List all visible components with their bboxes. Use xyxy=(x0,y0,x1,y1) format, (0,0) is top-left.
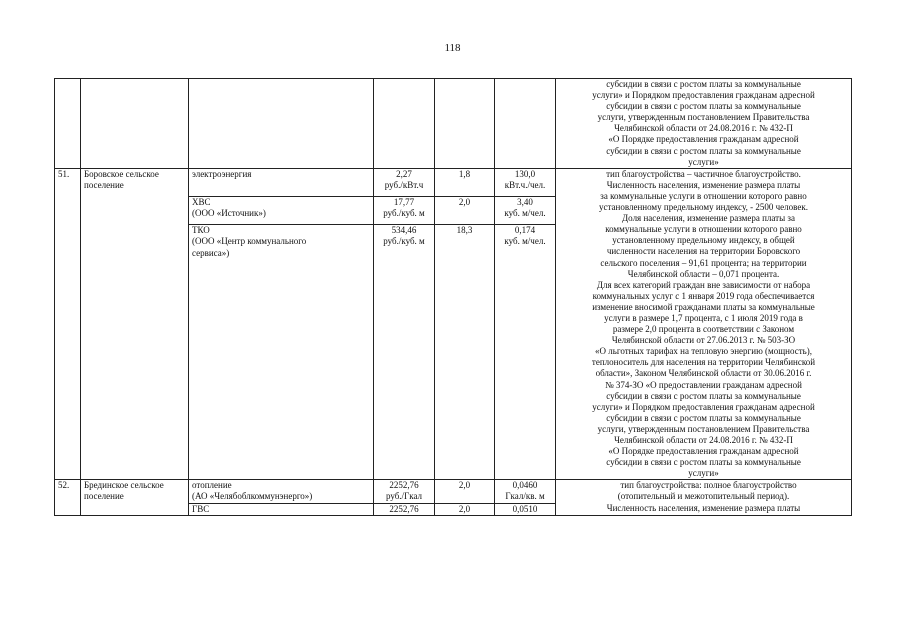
row-number: 52. xyxy=(55,480,81,515)
service-name: ХВС (ООО «Источник») xyxy=(189,197,374,225)
norm-value: 130,0 кВт.ч./чел. xyxy=(495,168,556,196)
tariff-value: 534,46 руб./куб. м xyxy=(374,225,435,480)
row-description: тип благоустройства: полное благоустройство (отопительный и межотопительный период). Численность населения, изменение размера платы xyxy=(556,480,852,515)
row-description: тип благоустройства – частичное благоустройство. Численность населения, изменение размера платы за коммунальные услуги в отношении которого равно установленному предельному индексу, - 2500 человек. Доля населения, изменение размера платы за коммунальные услуги в отношении которого равно установленному предельному индексу, в общей численности населения на территории Боровского сельского поселения – 91,61 процента; на территории Челябинской области – 0,071 процента. Для всех категорий граждан вне зависимости от набора коммунальных услуг с 1 января 2019 года обеспечивается изменение вносимой гражданами платы за коммунальные услуги в размере 1,7 процента, с 1 июля 2019 года в размере 2,0 процента в соответствии с Законом Челябинской области от 27.06.2013 г. № 503-ЗО «О льготных тарифах на тепловую энергию (мощность), теплоноситель для населения на территории Челябинской области», Законом Челябинской области от 30.06.2016 г. № 374-ЗО «О предоставлении гражданам адресной субсидии в связи с ростом платы за коммунальные услуги» и Порядком предоставления гражданам адресной субсидии в связи с ростом платы за коммунальные услуги, утвержденным постановлением Правительства Челябинской области от 24.08.2016 г. № 432-П «О Порядке предоставления гражданам адресной субсидии в связи с ростом платы за коммунальные услуги» xyxy=(556,168,852,480)
percent-value: 18,3 xyxy=(435,225,495,480)
page-number: 118 xyxy=(444,42,461,54)
norm-value: 3,40 куб. м/чел. xyxy=(495,197,556,225)
service-name: отопление (АО «Челябоблкоммунэнерго») xyxy=(189,480,374,503)
percent-value: 2,0 xyxy=(435,503,495,515)
tariff-value: 2,27 руб./кВт.ч xyxy=(374,168,435,196)
table-row-51 xyxy=(55,168,852,196)
table-row-52 xyxy=(55,480,852,503)
percent-value: 1,8 xyxy=(435,168,495,196)
service-name: электроэнергия xyxy=(189,168,374,196)
percent-value: 2,0 xyxy=(435,197,495,225)
tariff-table xyxy=(54,78,852,516)
row-number: 51. xyxy=(55,168,81,480)
norm-value: 0,0510 xyxy=(495,503,556,515)
tariff-value: 2252,76 xyxy=(374,503,435,515)
continuation-description: субсидии в связи с ростом платы за коммунальные услуги» и Порядком предоставления гражданам адресной субсидии в связи с ростом платы за коммунальные услуги, утвержденным постановлением Правительства Челябинской области от 24.08.2016 г. № 432-П «О Порядке предоставления гражданам адресной субсидии в связи с ростом платы за коммунальные услуги» xyxy=(556,79,852,169)
settlement-name: Брединское сельское поселение xyxy=(81,480,189,515)
service-name: ГВС xyxy=(189,503,374,515)
settlement-name: Боровское сельское поселение xyxy=(81,168,189,480)
percent-value: 2,0 xyxy=(435,480,495,503)
continuation-row xyxy=(55,79,852,169)
norm-value: 0,174 куб. м/чел. xyxy=(495,225,556,480)
norm-value: 0,0460 Гкал/кв. м xyxy=(495,480,556,503)
tariff-value: 17,77 руб./куб. м xyxy=(374,197,435,225)
tariff-value: 2252,76 руб./Гкал xyxy=(374,480,435,503)
service-name: ТКО (ООО «Центр коммунального сервиса») xyxy=(189,225,374,480)
